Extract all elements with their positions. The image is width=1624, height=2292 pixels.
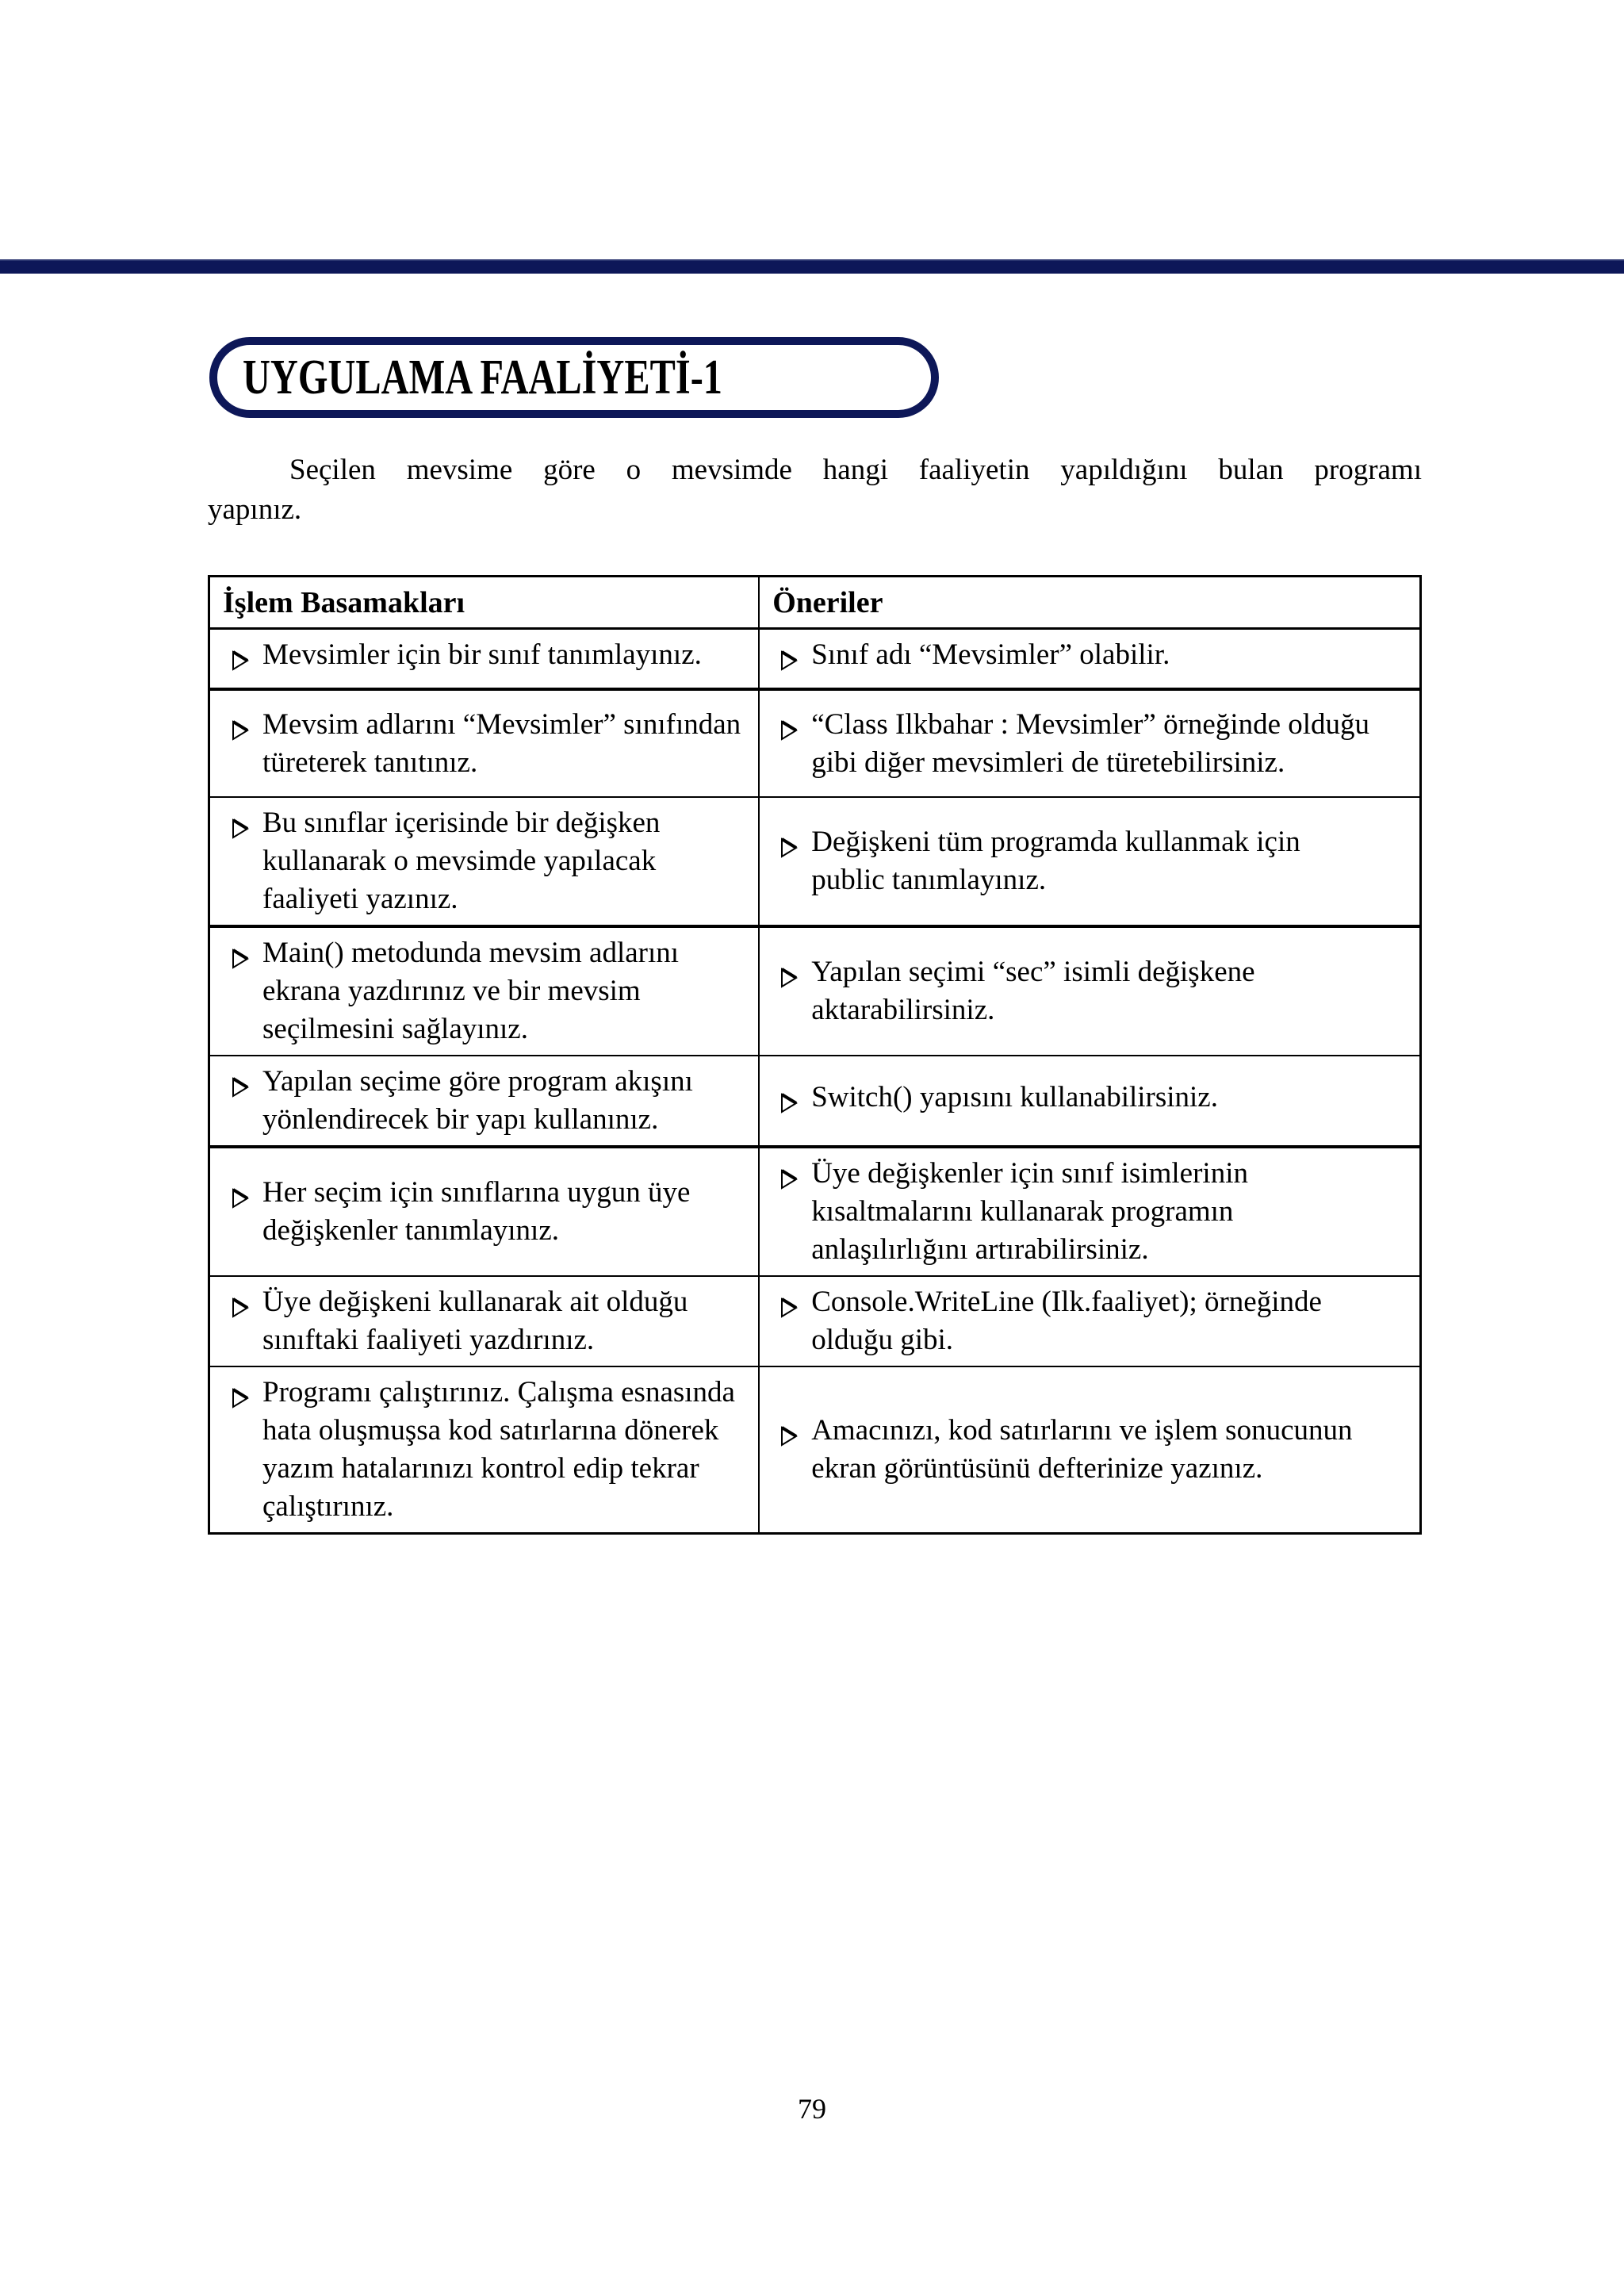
table-row [209, 1147, 1421, 1276]
top-divider-bar [0, 259, 1624, 274]
cell-text: Yapılan seçime göre program akışını yönlendirecek bir yapı kullanınız. [262, 1065, 693, 1136]
table-row [209, 689, 1421, 797]
table-row [209, 1276, 1421, 1366]
column-header-islem-basamaklari: İşlem Basamakları [209, 577, 760, 629]
arrowhead-right-icon [779, 1086, 799, 1124]
suggestion-cell [759, 629, 1420, 690]
arrowhead-right-icon [779, 1290, 799, 1328]
cell-text: Mevsimler için bir sınıf tanımlayınız. [262, 638, 702, 671]
cell-text: Main() metodunda mevsim adlarını ekrana yazdırınız ve bir mevsim seçilmesini sağlayınız. [262, 937, 680, 1045]
table-row [209, 629, 1421, 690]
activity-title-box [209, 337, 939, 418]
suggestion-cell [759, 797, 1420, 926]
arrowhead-right-icon [779, 830, 799, 868]
cell-text: Her seçim için sınıflarına uygun üye değişkenler tanımlayınız. [262, 1176, 691, 1247]
intro-line1: Seçilen mevsime göre o mevsimde hangi faaliyetin yapıldığını bulan programı [289, 454, 1422, 486]
table-row [209, 1366, 1421, 1534]
table-row [209, 1056, 1421, 1147]
suggestion-cell [759, 1366, 1420, 1534]
step-cell [209, 797, 760, 926]
step-cell [209, 629, 760, 690]
table-header-row [209, 577, 1421, 629]
cell-text: Amacınızı, kod satırlarını ve işlem sonucunun ekran görüntüsünü defterinize yazınız. [811, 1414, 1353, 1485]
arrowhead-right-icon [231, 941, 250, 979]
cell-text: Sınıf adı “Mevsimler” olabilir. [811, 638, 1170, 671]
step-cell [209, 1276, 760, 1366]
arrowhead-right-icon [231, 713, 250, 751]
arrowhead-right-icon [231, 1290, 250, 1328]
table-row [209, 797, 1421, 926]
cell-text: Değişkeni tüm programda kullanmak için public tanımlayınız. [811, 826, 1300, 896]
intro-paragraph [208, 450, 1422, 530]
step-cell [209, 689, 760, 797]
cell-text: Üye değişkenler için sınıf isimlerinin kısaltmalarını kullanarak programın anlaşılırlığını artırabilirsiniz. [811, 1157, 1248, 1266]
cell-text: Üye değişkeni kullanarak ait olduğu sınıftaki faaliyeti yazdırınız. [262, 1286, 688, 1356]
activity-title: UYGULAMA FAALİYETİ-1 [243, 350, 722, 404]
arrowhead-right-icon [779, 960, 799, 998]
table-row [209, 926, 1421, 1056]
arrowhead-right-icon [779, 643, 799, 681]
arrowhead-right-icon [779, 1162, 799, 1200]
cell-text: Yapılan seçimi “sec” isimli değişkene aktarabilirsiniz. [811, 956, 1255, 1026]
cell-text: Programı çalıştırınız. Çalışma esnasında hata oluşmuşsa kod satırlarına dönerek yazım hatalarınızı kontrol edip tekrar çalıştırınız. [262, 1376, 735, 1523]
column-header-oneriler: Öneriler [759, 577, 1420, 629]
page-number: 79 [798, 2093, 826, 2125]
step-cell [209, 926, 760, 1056]
step-cell [209, 1056, 760, 1147]
cell-text: Console.WriteLine (Ilk.faaliyet); örneğinde olduğu gibi. [811, 1286, 1322, 1356]
arrowhead-right-icon [231, 643, 250, 681]
cell-text: Bu sınıflar içerisinde bir değişken kullanarak o mevsimde yapılacak faaliyeti yazınız. [262, 807, 661, 915]
arrowhead-right-icon [779, 1419, 799, 1457]
cell-text: Mevsim adlarını “Mevsimler” sınıfından türeterek tanıtınız. [262, 707, 741, 779]
cell-text: Switch() yapısını kullanabilirsiniz. [811, 1080, 1218, 1113]
steps-suggestions-table [208, 575, 1422, 1535]
arrowhead-right-icon [779, 713, 799, 751]
suggestion-cell [759, 689, 1420, 797]
suggestion-cell [759, 1276, 1420, 1366]
suggestion-cell [759, 926, 1420, 1056]
intro-line2: yapınız. [208, 493, 302, 526]
suggestion-cell [759, 1056, 1420, 1147]
arrowhead-right-icon [231, 1181, 250, 1219]
arrowhead-right-icon [231, 1070, 250, 1108]
step-cell [209, 1366, 760, 1534]
suggestion-cell [759, 1147, 1420, 1276]
step-cell [209, 1147, 760, 1276]
arrowhead-right-icon [231, 811, 250, 849]
arrowhead-right-icon [231, 1381, 250, 1419]
cell-text: “Class Ilkbahar : Mevsimler” örneğinde olduğu gibi diğer mevsimleri de türetebilirsiniz. [811, 707, 1370, 779]
